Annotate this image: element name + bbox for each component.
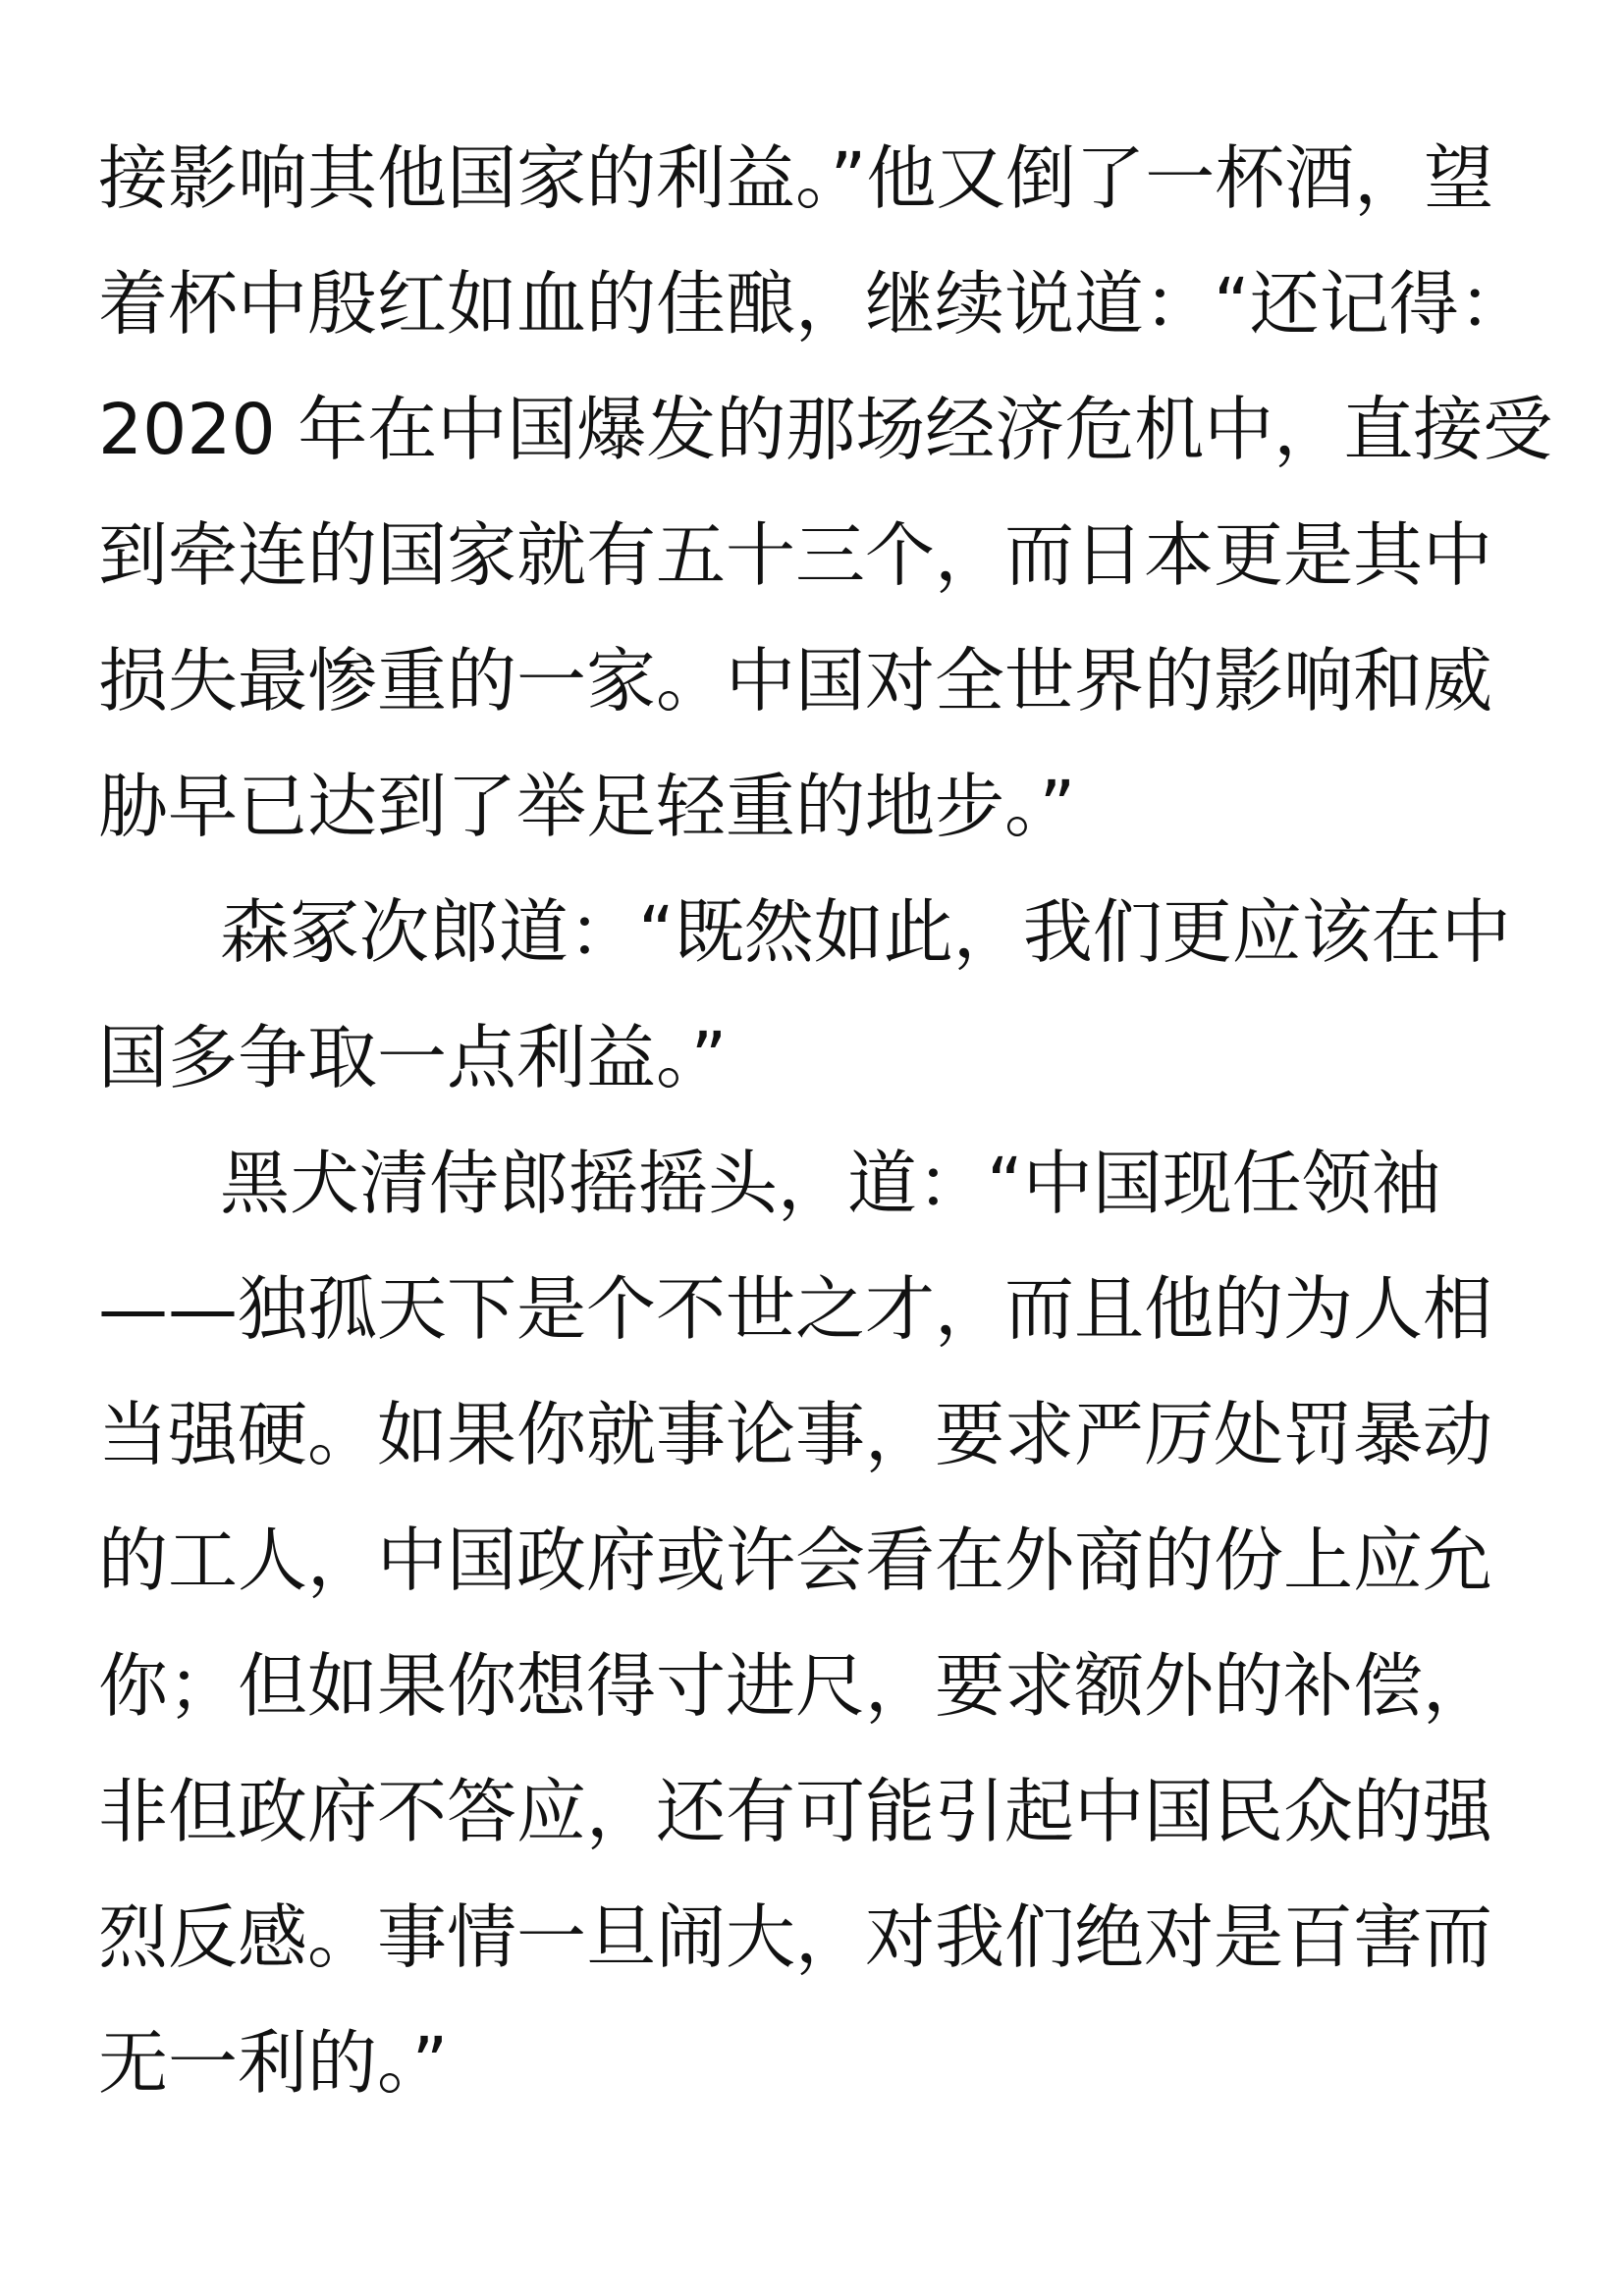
text-line: 损失最惨重的一家。中国对全世界的影响和威 [98,640,1493,721]
text-line: 的工人，中国政府或许会看在外商的份上应允 [98,1520,1493,1601]
text-line: 国多争取一点利益。” [98,1017,728,1098]
text-line: ——独孤天下是个不世之才，而且他的为人相 [98,1268,1493,1350]
paragraph-first-line: 黑犬清侍郎摇摇头，道：“中国现任领袖 [220,1143,1441,1224]
text-line: 非但政府不答应，还有可能引起中国民众的强 [98,1771,1493,1852]
body-text [98,116,1553,2126]
text-line: 无一利的。” [98,2022,449,2104]
text-line: 烈反感。事情一旦闹大，对我们绝对是百害而 [98,1896,1493,1978]
text-line: 2020 年在中国爆发的那场经济危机中，直接受 [98,389,1553,470]
text-line: 到牵连的国家就有五十三个，而日本更是其中 [98,514,1493,596]
text-line: 当强硬。如果你就事论事，要求严厉处罚暴动 [98,1394,1493,1475]
paragraph-first-line: 森冢次郎道：“既然如此，我们更应该在中 [220,891,1511,973]
text-line: 胁早已达到了举足轻重的地步。” [98,766,1076,847]
text-line: 接影响其他国家的利益。”他又倒了一杯酒，望 [98,137,1494,219]
text-line: 你；但如果你想得寸进尺，要求额外的补偿， [98,1645,1493,1727]
text-line: 着杯中殷红如血的佳酿，继续说道：“还记得： [98,263,1529,345]
